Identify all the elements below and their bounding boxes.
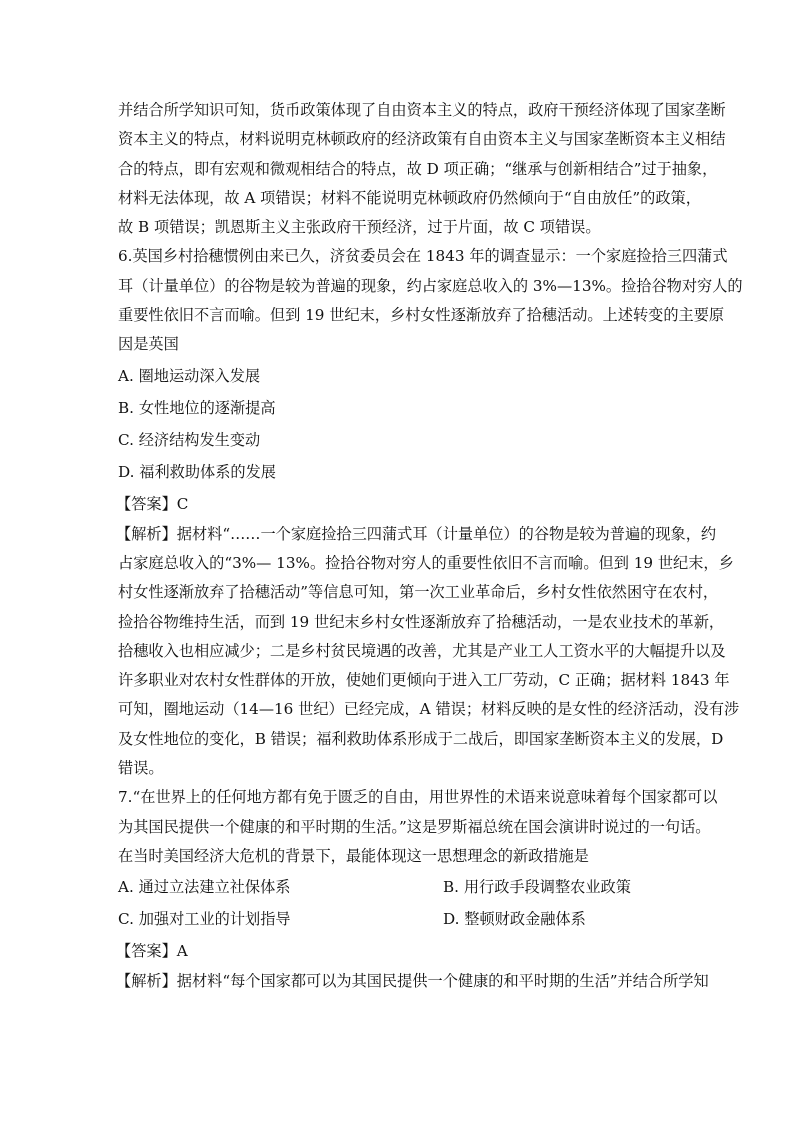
text-line: 资本主义的特点，材料说明克林顿政府的经济政策有自由资本主义与国家垄断资本主义相结: [118, 130, 726, 149]
analysis-line: 许多职业对农村女性群体的开放，使她们更倾向于进入工厂劳动，C 正确；据材料 1843 年: [118, 671, 730, 690]
analysis-line: 捡拾谷物维持生活，而到 19 世纪末乡村女性逐渐放弃了拾穗活动，一是农业技术的革新，: [118, 612, 725, 631]
analysis-line: 村女性逐渐放弃了拾穗活动”等信息可知，第一次工业革命后，乡村女性依然困守在农村，: [118, 583, 719, 602]
analysis-line: 拾穗收入也相应减少；二是乡村贫民境遇的改善，尤其是产业工人工资水平的大幅提升以及: [118, 641, 726, 660]
question-6: [116, 242, 743, 783]
option-a: A. 通过立法建立社保体系: [118, 878, 291, 897]
analysis-line: 可知，圈地运动（14—16 世纪）已经完成，A 错误；材料反映的是女性的经济活动，没有涉: [118, 700, 740, 719]
text-line: 故 B 项错误；凯恩斯主义主张政府干预经济，过于片面，故 C 项错误。: [118, 218, 601, 237]
text-line: 并结合所学知识可知，货币政策体现了自由资本主义的特点，政府干预经济体现了国家垄断: [118, 101, 726, 119]
text-line: 合的特点，即有宏观和微观相结合的特点，故 D 项正确；“继承与创新相结合”过于抽象，: [118, 159, 718, 178]
option-c: C. 加强对工业的计划指导: [118, 910, 291, 929]
analysis-line: 错误。: [118, 759, 164, 778]
option-b: B. 女性地位的逐渐提高: [118, 398, 276, 417]
answer-label: 【答案】A: [116, 942, 188, 961]
text-line: 材料无法体现，故 A 项错误；材料不能说明克林顿政府仍然倾向于“自由放任”的政策，: [118, 188, 701, 207]
previous-analysis: [118, 96, 726, 242]
options-row: [118, 903, 680, 935]
analysis-line: 占家庭总收入的“3%— 13%。捡拾谷物对穷人的重要性依旧不言而喻。但到 19 世纪末，乡: [118, 553, 734, 572]
option-d: D. 福利救助体系的发展: [118, 462, 276, 481]
analysis-line: 【解析】据材料“每个国家都可以为其国民提供一个健康的和平时期的生活”并结合所学知: [116, 972, 709, 991]
analysis-line: 【解析】据材料“……一个家庭捡拾三四蒲式耳（计量单位）的谷物是较为普遍的现象，约: [116, 524, 717, 543]
question-stem-line: 耳（计量单位）的谷物是较为普遍的现象，约占家庭总收入的 3%—13%。捡拾谷物对穷人的: [118, 276, 743, 295]
option-a: A. 圈地运动深入发展: [118, 366, 261, 385]
document-page: [116, 96, 743, 997]
question-stem-line: 因是英国: [118, 335, 179, 354]
option-c: C. 经济结构发生变动: [118, 430, 261, 449]
question-stem-line: 在当时美国经济大危机的背景下，最能体现这一思想理念的新政措施是: [118, 846, 589, 865]
question-stem-line: 为其国民提供一个健康的和平时期的生活。”这是罗斯福总统在国会演讲时说过的一句话。: [118, 817, 711, 836]
analysis-line: 及女性地位的变化，B 错误；福利救助体系形成于二战后，即国家垄断资本主义的发展，D: [118, 729, 724, 748]
question-stem-line: 重要性依旧不言而喻。但到 19 世纪末，乡村女性逐渐放弃了拾穗活动。上述转变的主要原: [118, 306, 725, 325]
question-stem-line: 7.“在世界上的任何地方都有免于匮乏的自由，用世界性的术语来说意味着每个国家都可以: [118, 788, 718, 807]
option-b: B. 用行政手段调整农业政策: [443, 878, 631, 897]
answer-label: 【答案】C: [116, 494, 189, 513]
question-7: [116, 783, 718, 996]
options-row: [118, 871, 680, 903]
option-d: D. 整顿财政金融体系: [443, 910, 586, 929]
question-stem-line: 6.英国乡村拾穗惯例由来已久，济贫委员会在 1843 年的调查显示：一个家庭捡拾三四蒲式: [118, 247, 728, 266]
